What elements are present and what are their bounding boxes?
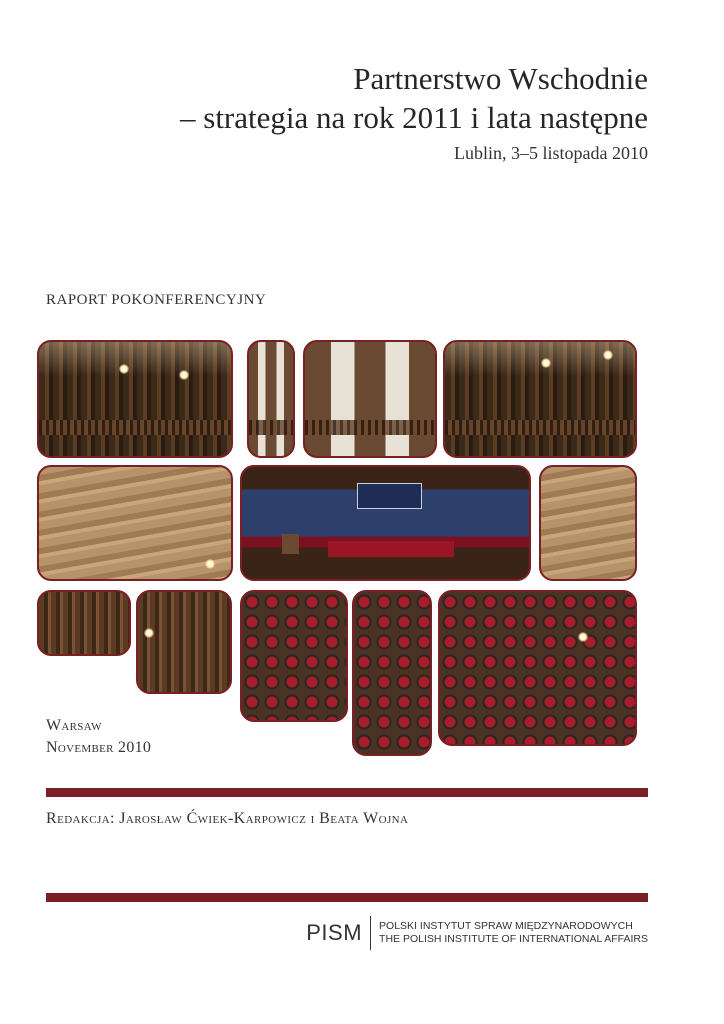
photo-decorated-wall-right — [539, 465, 637, 581]
publisher-name-english: THE POLISH INSTITUTE OF INTERNATIONAL AFFAIRS — [379, 933, 648, 945]
lamp-light — [179, 370, 189, 380]
balcony-railing — [445, 420, 635, 436]
photo-audience-center — [352, 590, 432, 756]
publisher-name-polish: POLSKI INSTYTUT SPRAW MIĘDZYNARODOWYCH — [379, 920, 633, 932]
lamp-light — [603, 350, 613, 360]
cover-subtitle: Lublin, 3–5 listopada 2010 — [454, 143, 648, 163]
report-type-label: RAPORT POKONFERENCYJNY — [46, 292, 267, 308]
place-and-date — [46, 715, 151, 759]
cover-title-block — [180, 60, 648, 166]
photo-library-hall-left — [37, 340, 233, 458]
balcony-railing — [249, 420, 293, 436]
photo-window-narrow — [247, 340, 295, 458]
photo-library-hall-right — [443, 340, 637, 458]
photo-conference-stage — [240, 465, 531, 581]
top-divider-rule — [46, 788, 648, 797]
publisher-block — [306, 916, 648, 950]
photo-window-center — [303, 340, 437, 458]
publication-date: November 2010 — [46, 739, 152, 756]
editors-line: Redakcja: Jarosław Ćwiek-Karpowicz i Beata Wojna — [46, 810, 409, 827]
balcony-railing — [39, 420, 231, 436]
pism-logo: PISM — [306, 916, 371, 950]
balcony-railing — [305, 420, 435, 436]
bottom-divider-rule — [46, 893, 648, 902]
lamp-light — [205, 559, 215, 569]
cover-title-line-2: – strategia na rok 2011 i lata następne — [180, 100, 648, 135]
photo-bookshelf-gallery — [136, 590, 232, 694]
lamp-light — [144, 628, 154, 638]
lamp-light — [119, 364, 129, 374]
speaker-podium — [282, 534, 299, 554]
cover-title-line-1: Partnerstwo Wschodnie — [353, 61, 648, 96]
publisher-names — [371, 920, 648, 946]
conference-banner — [357, 483, 422, 510]
publication-place: Warsaw — [46, 717, 102, 734]
photo-decorated-wall-left — [37, 465, 233, 581]
lamp-light — [578, 632, 588, 642]
photo-audience-right — [438, 590, 637, 746]
panel-table — [328, 541, 454, 557]
photo-audience-left — [240, 590, 348, 722]
lamp-light — [541, 358, 551, 368]
photo-bookshelf-small — [37, 590, 131, 656]
